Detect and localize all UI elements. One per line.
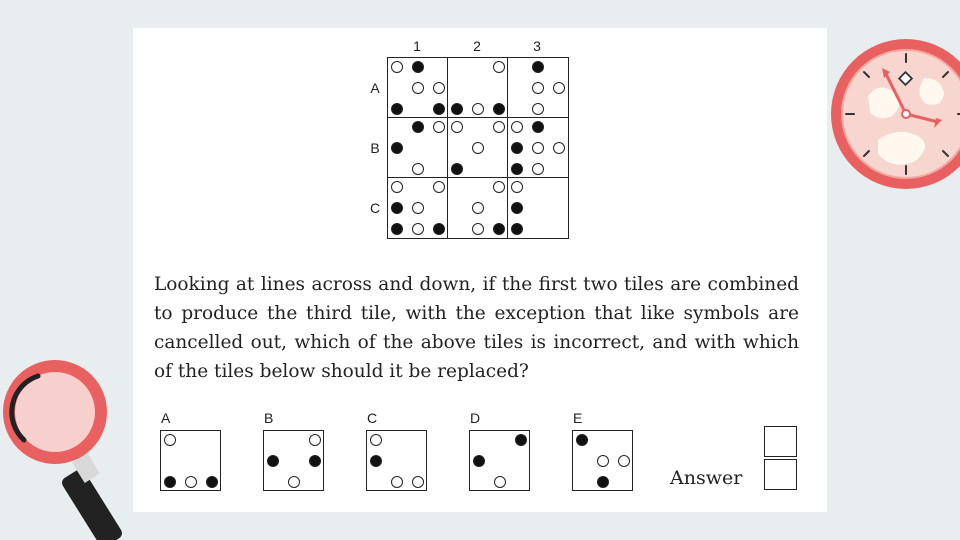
filled-dot xyxy=(451,103,463,115)
filled-dot xyxy=(511,142,523,154)
column-label-1: 1 xyxy=(413,38,421,54)
grid-tile-b3[interactable] xyxy=(508,118,568,178)
filled-dot xyxy=(493,223,505,235)
grid-tile-a1[interactable] xyxy=(388,58,448,118)
row-label-c: C xyxy=(369,200,381,216)
option-tile-c[interactable] xyxy=(366,430,427,491)
answer-box-top[interactable] xyxy=(764,426,797,457)
option-label-d: D xyxy=(470,410,481,426)
stopwatch-icon xyxy=(828,36,960,192)
hollow-dot xyxy=(472,202,484,214)
filled-dot xyxy=(511,223,523,235)
option-label-e: E xyxy=(573,410,583,426)
answer-box-bottom[interactable] xyxy=(764,459,797,490)
filled-dot xyxy=(576,434,588,446)
hollow-dot xyxy=(597,455,609,467)
option-tile-b[interactable] xyxy=(263,430,324,491)
hollow-dot xyxy=(472,223,484,235)
filled-dot xyxy=(532,61,544,73)
grid-tile-c3[interactable] xyxy=(508,178,568,238)
filled-dot xyxy=(370,455,382,467)
grid-tile-a2[interactable] xyxy=(448,58,508,118)
filled-dot xyxy=(597,476,609,488)
hollow-dot xyxy=(511,121,523,133)
filled-dot xyxy=(473,455,485,467)
hollow-dot xyxy=(511,181,523,193)
hollow-dot xyxy=(532,163,544,175)
option-tile-d[interactable] xyxy=(469,430,530,491)
hollow-dot xyxy=(433,121,445,133)
filled-dot xyxy=(412,61,424,73)
filled-dot xyxy=(391,103,403,115)
hollow-dot xyxy=(433,82,445,94)
magnifier-icon xyxy=(0,350,140,540)
filled-dot xyxy=(493,103,505,115)
hollow-dot xyxy=(412,223,424,235)
hollow-dot xyxy=(532,142,544,154)
hollow-dot xyxy=(494,476,506,488)
filled-dot xyxy=(451,163,463,175)
hollow-dot xyxy=(472,142,484,154)
hollow-dot xyxy=(412,163,424,175)
option-label-b: B xyxy=(264,410,274,426)
filled-dot xyxy=(391,142,403,154)
filled-dot xyxy=(511,202,523,214)
filled-dot xyxy=(433,223,445,235)
filled-dot xyxy=(391,202,403,214)
hollow-dot xyxy=(412,476,424,488)
filled-dot xyxy=(433,103,445,115)
hollow-dot xyxy=(493,61,505,73)
column-label-3: 3 xyxy=(533,38,541,54)
row-label-b: B xyxy=(370,140,380,156)
hollow-dot xyxy=(164,434,176,446)
option-tile-a[interactable] xyxy=(160,430,221,491)
option-label-a: A xyxy=(161,410,171,426)
hollow-dot xyxy=(493,181,505,193)
filled-dot xyxy=(412,121,424,133)
hollow-dot xyxy=(370,434,382,446)
hollow-dot xyxy=(391,476,403,488)
hollow-dot xyxy=(412,202,424,214)
hollow-dot xyxy=(472,103,484,115)
filled-dot xyxy=(309,455,321,467)
hollow-dot xyxy=(451,121,463,133)
filled-dot xyxy=(206,476,218,488)
filled-dot xyxy=(164,476,176,488)
hollow-dot xyxy=(391,181,403,193)
hollow-dot xyxy=(532,103,544,115)
hollow-dot xyxy=(391,61,403,73)
grid-tile-b1[interactable] xyxy=(388,118,448,178)
filled-dot xyxy=(267,455,279,467)
filled-dot xyxy=(511,163,523,175)
grid-tile-a3[interactable] xyxy=(508,58,568,118)
filled-dot xyxy=(532,121,544,133)
hollow-dot xyxy=(288,476,300,488)
filled-dot xyxy=(391,223,403,235)
hollow-dot xyxy=(433,181,445,193)
column-label-2: 2 xyxy=(473,38,481,54)
puzzle-grid xyxy=(387,57,569,239)
hollow-dot xyxy=(553,82,565,94)
option-label-c: C xyxy=(367,410,378,426)
hollow-dot xyxy=(309,434,321,446)
grid-tile-b2[interactable] xyxy=(448,118,508,178)
hollow-dot xyxy=(493,121,505,133)
question-text: Looking at lines across and down, if the first two tiles are combined to produce the third tile, with the exception that like symbols are cancelled out, which of the above tiles is incorrect, and with which of the tiles below should it be replaced? xyxy=(154,274,799,382)
grid-tile-c2[interactable] xyxy=(448,178,508,238)
row-label-a: A xyxy=(370,80,380,96)
hollow-dot xyxy=(412,82,424,94)
option-tile-e[interactable] xyxy=(572,430,633,491)
grid-tile-c1[interactable] xyxy=(388,178,448,238)
filled-dot xyxy=(515,434,527,446)
answer-label: Answer xyxy=(670,467,743,489)
hollow-dot xyxy=(185,476,197,488)
hollow-dot xyxy=(553,142,565,154)
hollow-dot xyxy=(618,455,630,467)
hollow-dot xyxy=(532,82,544,94)
